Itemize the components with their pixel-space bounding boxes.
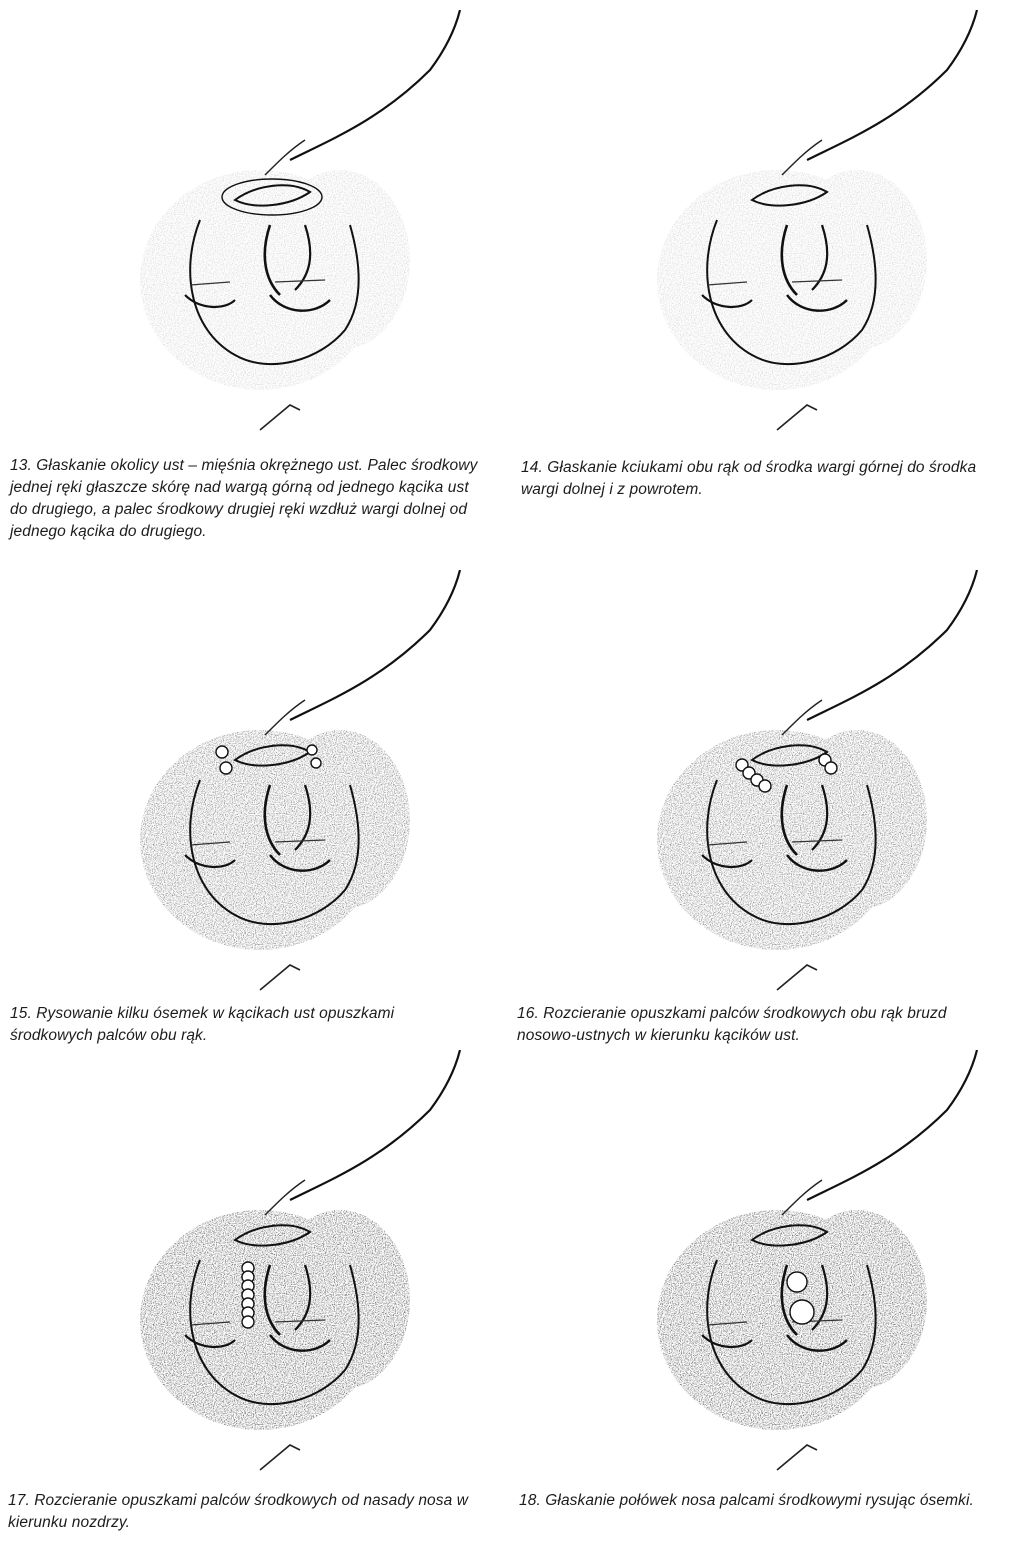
caption-14: 14. Głaskanie kciukami obu rąk od środka wargi górnej do środka wargi dolnej i z powrotem.	[521, 459, 977, 498]
panel-18	[507, 1050, 1014, 1541]
panel-14	[507, 0, 1014, 560]
stroke-marker	[759, 780, 771, 792]
face-illustration	[140, 570, 480, 1010]
face-illustration	[140, 10, 480, 450]
face-illustration	[657, 10, 997, 450]
caption-13: 13. Głaskanie okolicy ust – mięśnia okrężnego ust. Palec środkowy jednej ręki głaszcze skórę nad wargą górną od jednego kącika ust do drugiego, a palec środkowy drugiej ręki wzdłuż wargi dolnej od jednego kącika do drugiego.	[10, 457, 478, 540]
panel-15	[0, 560, 507, 1050]
stroke-marker	[790, 1300, 814, 1324]
caption-15: 15. Rysowanie kilku ósemek w kącikach ust opuszkami środkowych palców obu rąk.	[10, 1005, 395, 1044]
caption-17: 17. Rozcieranie opuszkami palców środkowych od nasady nosa w kierunku nozdrzy.	[8, 1492, 469, 1531]
stroke-marker	[311, 758, 321, 768]
face-illustration	[140, 1050, 480, 1490]
stroke-marker	[216, 746, 228, 758]
stroke-marker	[220, 762, 232, 774]
caption-18: 18. Głaskanie połówek nosa palcami środkowymi rysując ósemki.	[519, 1492, 974, 1509]
panel-16	[507, 560, 1014, 1050]
panel-13	[0, 0, 507, 560]
face-illustration	[657, 570, 997, 1010]
panel-17	[0, 1050, 507, 1541]
caption-16: 16. Rozcieranie opuszkami palców środkowych obu rąk bruzd nosowo-ustnych w kierunku kącików ust.	[517, 1005, 947, 1044]
stroke-marker	[787, 1272, 807, 1292]
stroke-marker	[307, 745, 317, 755]
face-illustration	[657, 1050, 997, 1490]
stroke-marker	[825, 762, 837, 774]
stroke-marker	[242, 1316, 254, 1328]
